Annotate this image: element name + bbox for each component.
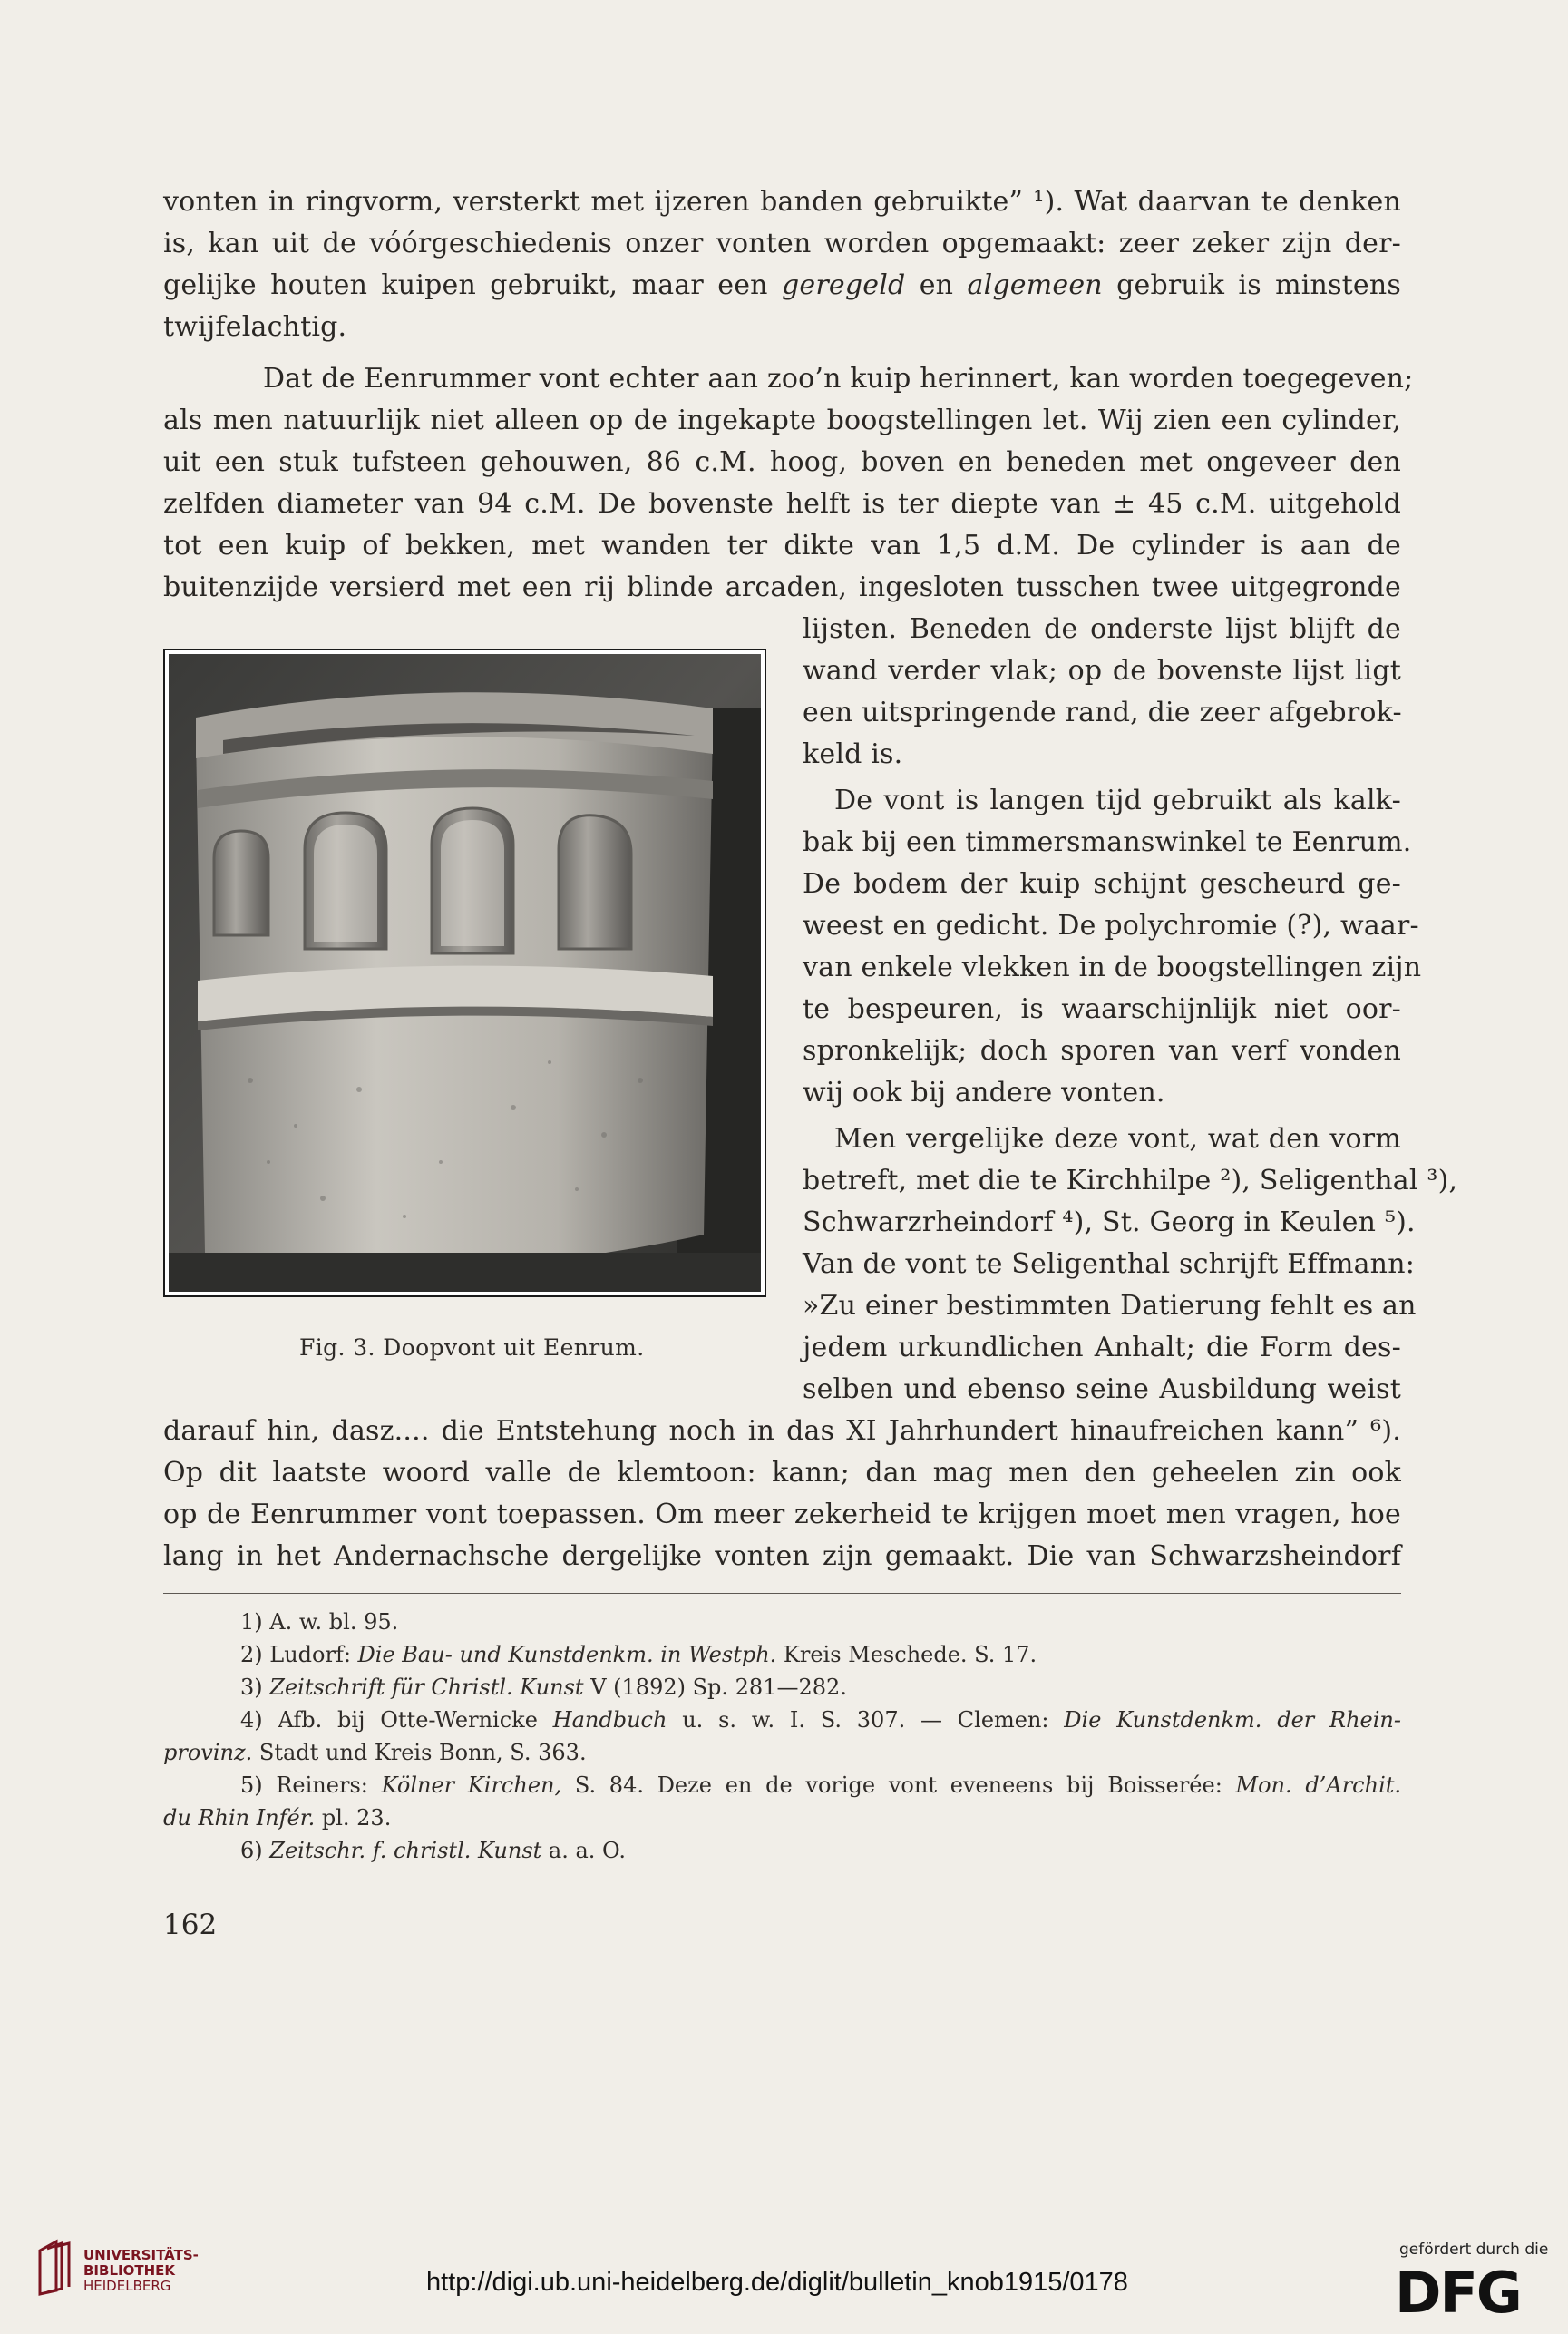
body-line: van enkele vlekken in de boogstellingen zijn bbox=[803, 952, 1422, 983]
footnote: 1) A. w. bl. 95. bbox=[240, 1609, 399, 1635]
body-line: een uitspringende rand, die zeer afgebrok- bbox=[803, 697, 1402, 728]
body-line: wand verder vlak; op de bovenste lijst ligt bbox=[803, 655, 1401, 687]
footnote-continuation: provinz. Stadt und Kreis Bonn, S. 363. bbox=[163, 1740, 587, 1765]
body-line: spronkelijk; doch sporen van verf vonden bbox=[803, 1035, 1401, 1067]
body-line: »Zu einer bestimmten Datierung fehlt es an bbox=[803, 1290, 1417, 1322]
library-name: UNIVERSITÄTS- BIBLIOTHEK HEIDELBERG bbox=[83, 2247, 199, 2294]
footnote-divider bbox=[163, 1593, 1401, 1594]
body-line: betreft, met die te Kirchhilpe ²), Seligenthal ³), bbox=[803, 1165, 1458, 1196]
figure-photo-frame bbox=[163, 649, 766, 1297]
figure-caption: Fig. 3. Doopvont uit Eenrum. bbox=[299, 1334, 645, 1361]
body-line: weest en gedicht. De polychromie (?), waar- bbox=[803, 910, 1419, 942]
footnote-continuation: du Rhin Infér. pl. 23. bbox=[163, 1805, 392, 1831]
body-line: op de Eenrummer vont toepassen. Om meer zekerheid te krijgen moet men vragen, hoe bbox=[163, 1499, 1401, 1530]
library-logo-icon bbox=[36, 2238, 78, 2296]
body-line: is, kan uit de vóórgeschiedenis onzer vonten worden opgemaakt: zeer zeker zijn der- bbox=[163, 228, 1401, 259]
body-line: Schwarzrheindorf ⁴), St. Georg in Keulen ⁵). bbox=[803, 1206, 1416, 1238]
body-line: als men natuurlijk niet alleen op de ingekapte boogstellingen let. Wij zien een cylinder, bbox=[163, 405, 1401, 436]
baptismal-font-photo bbox=[169, 654, 761, 1292]
body-line: De bodem der kuip schijnt gescheurd ge- bbox=[803, 868, 1401, 900]
footnote: 2) Ludorf: Die Bau- und Kunstdenkm. in Westph. Kreis Meschede. S. 17. bbox=[240, 1642, 1037, 1667]
body-line: buitenzijde versierd met een rij blinde arcaden, ingesloten tusschen twee uitgegronde bbox=[163, 571, 1401, 603]
body-line: wij ook bij andere vonten. bbox=[803, 1077, 1165, 1108]
dfg-logo: DFG bbox=[1395, 2260, 1521, 2326]
source-url-link[interactable]: http://digi.ub.uni-heidelberg.de/diglit/bulletin_knob1915/0178 bbox=[426, 2268, 1128, 2297]
body-line: twijfelachtig. bbox=[163, 311, 347, 343]
body-line: keld is. bbox=[803, 738, 903, 770]
footnote: 5) Reiners: Kölner Kirchen, S. 84. Deze en de vorige vont eveneens bij Boisserée: Mon. d’Archit. bbox=[240, 1772, 1402, 1798]
body-line: zelfden diameter van 94 c.M. De bovenste helft is ter diepte van ± 45 c.M. uitgehold bbox=[163, 488, 1401, 520]
body-line: De vont is langen tijd gebruikt als kalk- bbox=[834, 785, 1401, 816]
body-line: te bespeuren, is waarschijnlijk niet oor- bbox=[803, 993, 1401, 1025]
body-line: selben und ebenso seine Ausbildung weist bbox=[803, 1373, 1401, 1405]
body-line: tot een kuip of bekken, met wanden ter dikte van 1,5 d.M. De cylinder is aan de bbox=[163, 530, 1401, 562]
body-line: Op dit laatste woord valle de klemtoon: kann; dan mag men den geheelen zin ook bbox=[163, 1457, 1401, 1489]
page-number: 162 bbox=[163, 1909, 218, 1941]
body-line: Men vergelijke deze vont, wat den vorm bbox=[834, 1123, 1401, 1155]
body-line: vonten in ringvorm, versterkt met ijzeren banden gebruikte” ¹). Wat daarvan te denken bbox=[163, 186, 1401, 218]
body-line: lijsten. Beneden de onderste lijst blijft de bbox=[803, 613, 1401, 645]
body-line: gelijke houten kuipen gebruikt, maar een geregeld en algemeen gebruik is minstens bbox=[163, 269, 1401, 301]
body-line: Dat de Eenrummer vont echter aan zoo’n kuip herinnert, kan worden toegegeven; bbox=[263, 363, 1414, 395]
body-line: darauf hin, dasz.... die Entstehung noch in das XI Jahrhundert hinaufreichen kann” ⁶). bbox=[163, 1415, 1401, 1447]
funding-label: gefördert durch die bbox=[1399, 2241, 1549, 2259]
body-line: bak bij een timmersmanswinkel te Eenrum. bbox=[803, 826, 1412, 858]
footnote: 6) Zeitschr. f. christl. Kunst a. a. O. bbox=[240, 1838, 626, 1863]
footnote: 3) Zeitschrift für Christl. Kunst V (1892) Sp. 281—282. bbox=[240, 1675, 847, 1700]
body-line: jedem urkundlichen Anhalt; die Form des- bbox=[803, 1332, 1401, 1363]
body-line: Van de vont te Seligenthal schrijft Effmann: bbox=[803, 1248, 1416, 1280]
footnote: 4) Afb. bij Otte-Wernicke Handbuch u. s. w. I. S. 307. — Clemen: Die Kunstdenkm. der Rhein- bbox=[240, 1707, 1401, 1733]
body-line: uit een stuk tufsteen gehouwen, 86 c.M. hoog, boven en beneden met ongeveer den bbox=[163, 446, 1401, 478]
body-line: lang in het Andernachsche dergelijke vonten zijn gemaakt. Die van Schwarzsheindorf bbox=[163, 1540, 1401, 1572]
